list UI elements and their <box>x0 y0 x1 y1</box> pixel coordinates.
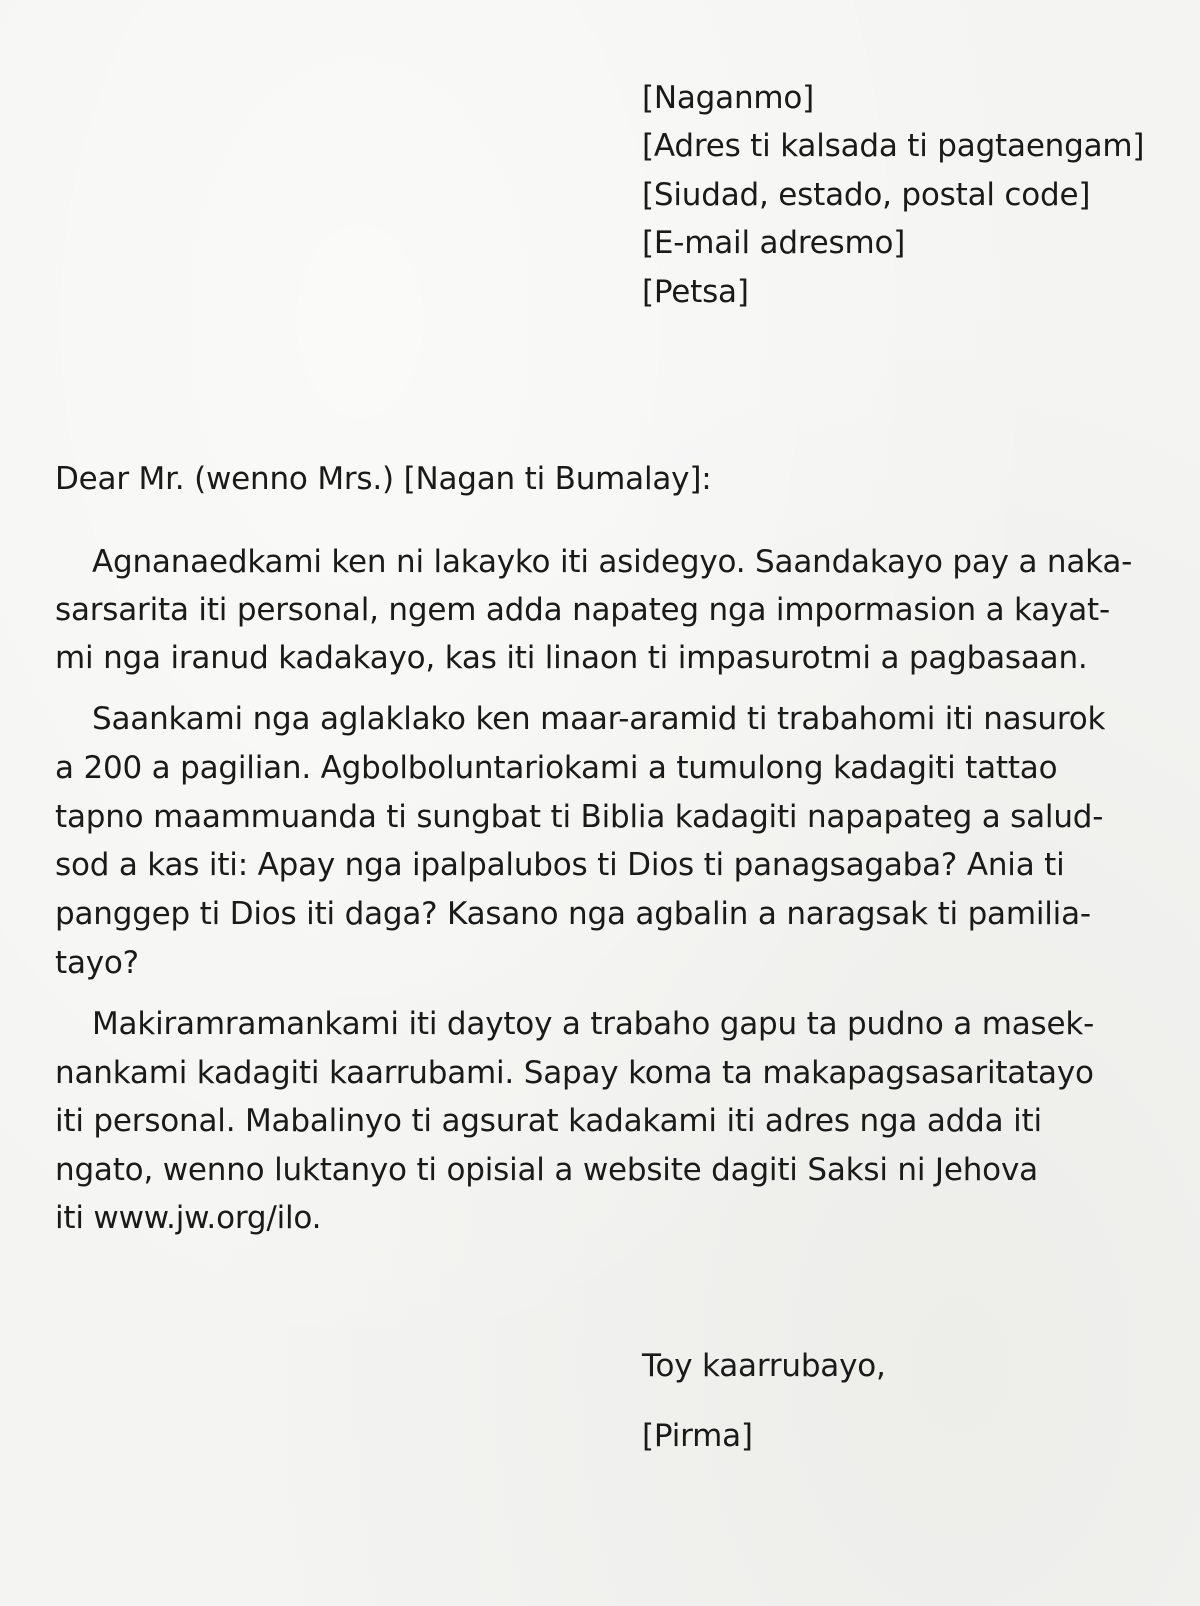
paragraph-line: ngato, wenno luktanyo ti opisial a website dagiti Saksi ni Jehova <box>55 1152 1038 1188</box>
sender-street: [Adres ti kalsada ti pagtaengam] <box>642 128 1145 164</box>
paragraph-line: iti personal. Mabalinyo ti agsurat kadakami iti adres nga adda iti <box>55 1103 1042 1139</box>
paragraph-line: a 200 a pagilian. Agbolboluntariokami a tumulong kadagiti tattao <box>55 750 1058 786</box>
sender-email: [E-mail adresmo] <box>642 225 906 261</box>
sender-city: [Siudad, estado, postal code] <box>642 177 1091 213</box>
paragraph-line: panggep ti Dios iti daga? Kasano nga agbalin a naragsak ti pamilia- <box>55 896 1091 932</box>
paragraph-line: iti www.jw.org/ilo. <box>55 1200 322 1236</box>
paragraph-line: nankami kadagiti kaarrubami. Sapay koma ta makapagsasaritatayo <box>55 1055 1094 1091</box>
sender-name: [Naganmo] <box>642 80 815 116</box>
paragraph-line: Makiramramankami iti daytoy a trabaho gapu ta pudno a masek- <box>92 1006 1095 1042</box>
paragraph-line: tayo? <box>55 945 139 981</box>
paragraph-line: Agnanaedkami ken ni lakayko iti asidegyo. Saandakayo pay a naka- <box>92 544 1133 580</box>
salutation: Dear Mr. (wenno Mrs.) [Nagan ti Bumalay]: <box>55 461 712 497</box>
valediction: Toy kaarrubayo, <box>642 1348 886 1384</box>
paragraph-line: sod a kas iti: Apay nga ipalpalubos ti Dios ti panagsagaba? Ania ti <box>55 847 1065 883</box>
paragraph-line: sarsarita iti personal, ngem adda napateg nga impormasion a kayat- <box>55 592 1110 628</box>
signature: [Pirma] <box>642 1418 753 1454</box>
letter-date: [Petsa] <box>642 274 749 310</box>
paragraph-line: Saankami nga aglaklako ken maar-aramid ti trabahomi iti nasurok <box>92 701 1106 737</box>
paragraph-line: mi nga iranud kadakayo, kas iti linaon ti impasurotmi a pagbasaan. <box>55 640 1088 676</box>
paragraph-line: tapno maammuanda ti sungbat ti Biblia kadagiti napapateg a salud- <box>55 799 1104 835</box>
